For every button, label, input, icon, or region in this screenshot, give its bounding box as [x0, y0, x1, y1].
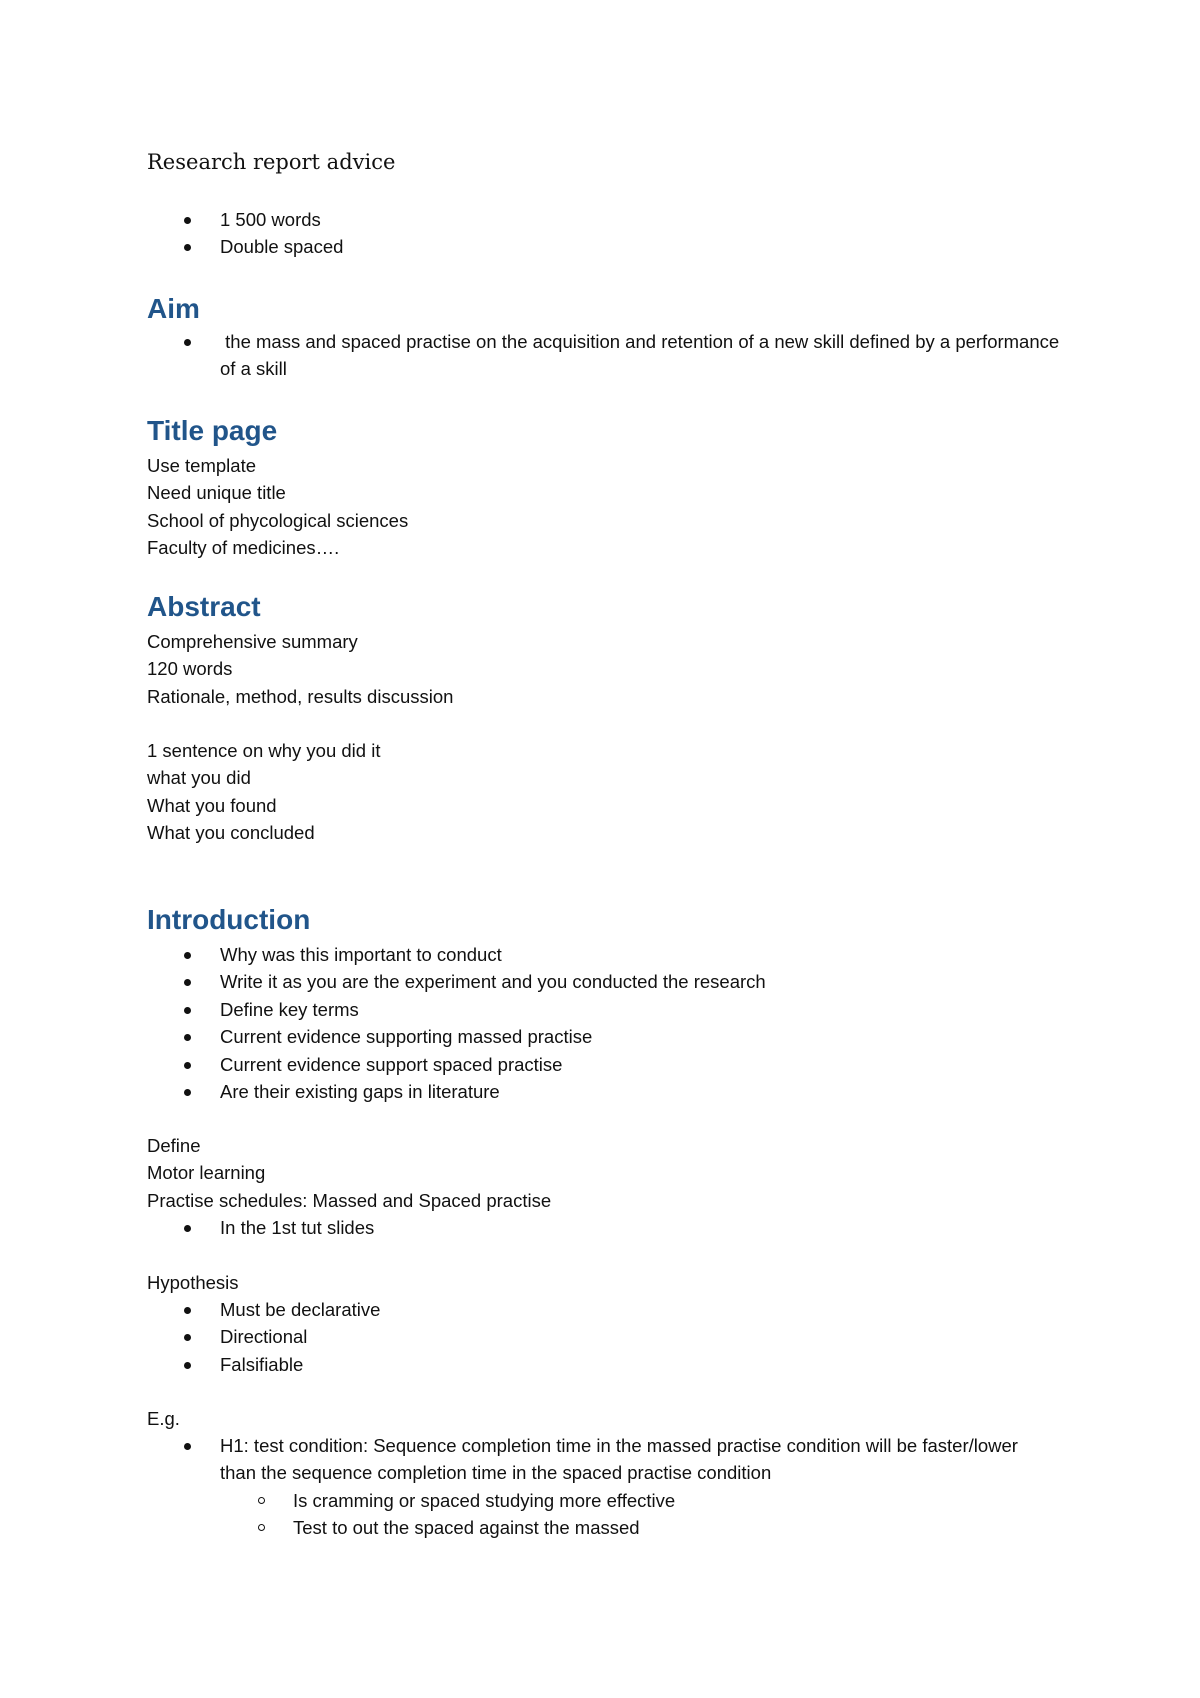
text-line: 120 words	[147, 658, 233, 680]
list-item: the mass and spaced practise on the acquisition and retention of a new skill defined by a performance of a skill	[147, 328, 1067, 383]
bullet-icon	[184, 979, 191, 986]
list-item: Why was this important to conduct	[147, 941, 1067, 968]
eg-lines	[147, 1405, 180, 1432]
bullet-icon	[184, 339, 191, 346]
text-line: Rationale, method, results discussion	[147, 685, 454, 707]
bullet-icon	[184, 1225, 191, 1232]
hypothesis-bullet-list	[147, 1296, 1067, 1378]
list-item: Current evidence support spaced practise	[147, 1051, 1067, 1078]
list-item: Directional	[147, 1323, 1067, 1350]
introduction-heading: Introduction	[147, 904, 311, 935]
bullet-icon	[184, 1443, 191, 1450]
bullet-icon	[184, 217, 191, 224]
list-item: Are their existing gaps in literature	[147, 1078, 1067, 1105]
list-item: H1: test condition: Sequence completion time in the massed practise condition will be faster/lower than the sequence completion time in the spaced practise condition Is cramming or spaced studying more effective Test to out the spaced against the massed	[147, 1432, 1027, 1542]
eg-sub-bullet-list	[220, 1487, 1027, 1542]
title-page-lines	[147, 452, 408, 562]
text-line: What you found	[147, 794, 277, 816]
eg-label: E.g.	[147, 1408, 180, 1429]
text-line: School of phycological sciences	[147, 509, 409, 531]
abstract-heading: Abstract	[147, 591, 261, 622]
eg-bullet-list	[147, 1432, 1027, 1542]
abstract-lines-2	[147, 737, 380, 847]
text-line: Define	[147, 1135, 201, 1156]
title-page-heading: Title page	[147, 415, 278, 446]
bullet-icon	[184, 1089, 191, 1096]
document-title: Research report advice	[147, 150, 396, 174]
intro-bullet-list	[147, 206, 1067, 261]
list-item: Write it as you are the experiment and you conducted the research	[147, 968, 1067, 995]
list-item: In the 1st tut slides	[147, 1214, 1067, 1241]
bullet-icon	[184, 1334, 191, 1341]
list-item: Falsifiable	[147, 1351, 1067, 1378]
text-line: Use template	[147, 455, 256, 476]
bullet-icon	[184, 1062, 191, 1069]
sub-list-item: Is cramming or spaced studying more effective	[220, 1487, 1027, 1514]
define-lines	[147, 1132, 551, 1214]
bullet-icon	[184, 952, 191, 959]
text-line: Motor learning	[147, 1162, 266, 1184]
bullet-icon	[184, 1034, 191, 1041]
text-line: Faculty of medicines….	[147, 537, 340, 559]
hypothesis-lines	[147, 1269, 239, 1296]
bullet-icon	[184, 1362, 191, 1369]
aim-bullet-list	[147, 328, 1067, 383]
text-line: What you concluded	[147, 822, 315, 844]
hollow-bullet-icon	[258, 1497, 265, 1504]
hypothesis-label: Hypothesis	[147, 1272, 239, 1293]
text-line: what you did	[147, 767, 251, 789]
hollow-bullet-icon	[258, 1524, 265, 1531]
define-bullet-list	[147, 1214, 1067, 1241]
text-line: Comprehensive summary	[147, 631, 358, 652]
list-item: Define key terms	[147, 996, 1067, 1023]
list-item: 1 500 words	[147, 206, 1067, 233]
bullet-icon	[184, 244, 191, 251]
text-line: 1 sentence on why you did it	[147, 740, 381, 761]
aim-heading: Aim	[147, 293, 200, 324]
text-line: Need unique title	[147, 482, 286, 504]
list-item: Must be declarative	[147, 1296, 1067, 1323]
list-item: Current evidence supporting massed practise	[147, 1023, 1067, 1050]
bullet-icon	[184, 1307, 191, 1314]
introduction-bullet-list	[147, 941, 1067, 1105]
text-line: Practise schedules: Massed and Spaced practise	[147, 1189, 552, 1211]
abstract-lines	[147, 628, 453, 710]
bullet-icon	[184, 1007, 191, 1014]
list-item: Double spaced	[147, 233, 1067, 260]
sub-list-item: Test to out the spaced against the massed	[220, 1514, 1027, 1541]
